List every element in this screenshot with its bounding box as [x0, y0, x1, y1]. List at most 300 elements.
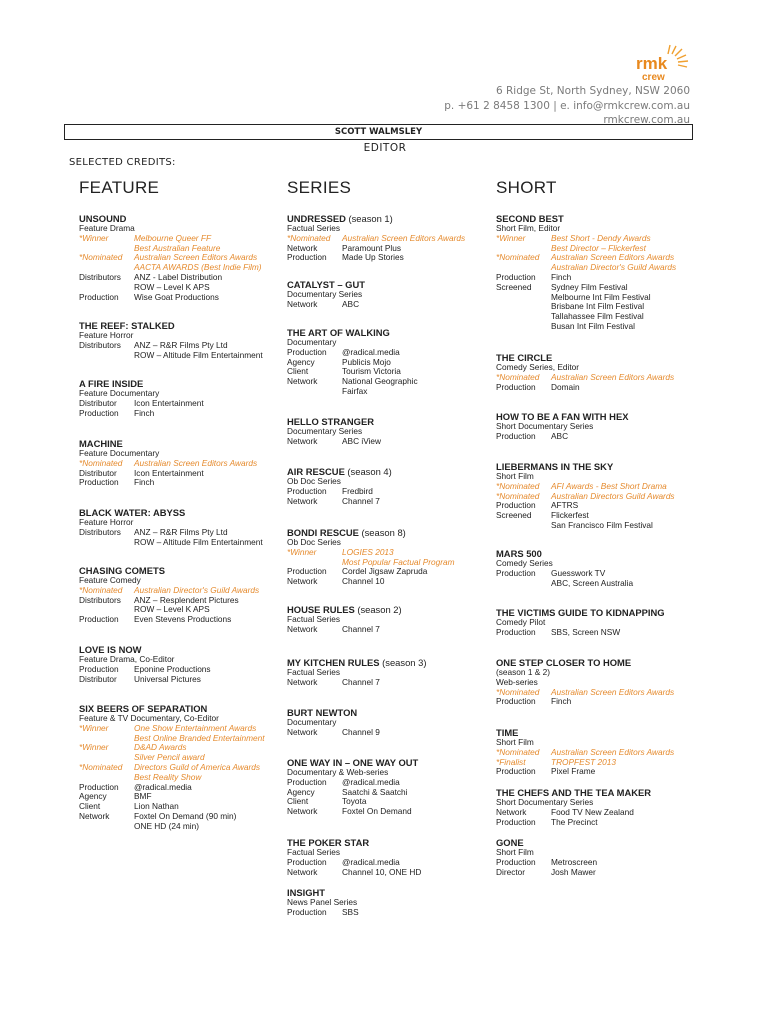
credit-title-text: CHASING COMETS	[79, 565, 165, 576]
credit-title-text: MY KITCHEN RULES	[287, 657, 380, 668]
credit-type: Feature Drama	[79, 223, 135, 233]
credit-detail-value: ROW – Altitude Film Entertainment	[134, 536, 263, 547]
credit-detail-label: Network	[287, 242, 318, 253]
credit-detail-label: *Nominated	[496, 252, 540, 263]
credit-detail-value: ABC, Screen Australia	[551, 577, 634, 588]
credit-detail-value: Foxtel On Demand (90 min)	[134, 810, 237, 821]
credit-type: Feature Drama, Co-Editor	[79, 654, 175, 664]
credit-detail-value: Tourism Victoria	[342, 366, 401, 377]
credit-type: Short Documentary Series	[496, 421, 594, 431]
credit-detail-row	[287, 625, 487, 635]
credit-detail-label: Agency	[287, 786, 315, 797]
credit-detail-value: Best Reality Show	[134, 771, 202, 782]
credit-detail-value: Australian Screen Editors Awards	[551, 686, 675, 697]
credit-detail-label: Client	[287, 366, 309, 377]
credit-detail-label: Production	[79, 663, 119, 674]
credit-detail-value: ONE HD (24 min)	[134, 820, 200, 831]
credit-detail-row	[79, 822, 279, 832]
credit-detail-value: Publicis Mojo	[342, 356, 391, 367]
credit-detail-row	[79, 675, 279, 685]
credit-detail-value: ABC iView	[342, 435, 382, 446]
credit-detail-value: Melbourne Int Film Festival	[551, 291, 651, 302]
credit-type: Feature Comedy	[79, 575, 141, 585]
credit-entry	[496, 837, 696, 877]
column-heading-short: SHORT	[496, 178, 557, 197]
credit-detail-label: Client	[287, 796, 309, 807]
credit-detail-label: Distributors	[79, 339, 121, 350]
credit-type: Documentary & Web-series	[287, 767, 389, 777]
credit-detail-row	[287, 908, 487, 918]
credit-detail-value: Australian Screen Editors Awards	[551, 371, 675, 382]
credit-detail-value: Australian Director's Guild Awards	[551, 262, 677, 273]
credit-season: (season 2)	[354, 604, 402, 615]
credit-type: Web-series	[496, 676, 538, 687]
credit-title-text: SECOND BEST	[496, 213, 564, 224]
credit-detail-row	[79, 409, 279, 419]
credit-type: Short Documentary Series	[496, 797, 594, 807]
credit-detail-label: Production	[287, 906, 327, 917]
credit-detail-row	[496, 858, 696, 868]
credit-detail-value: National Geographic	[342, 376, 418, 387]
credit-entry	[79, 644, 279, 684]
credit-title-text: THE CIRCLE	[496, 352, 553, 363]
credit-detail-value: Australian Directors Guild Awards	[551, 490, 675, 501]
credit-detail-label: *Nominated	[496, 686, 540, 697]
credit-detail-value: Made Up Stories	[342, 252, 404, 263]
credit-detail-value: Australian Screen Editors Awards	[551, 252, 675, 263]
credit-detail-label: *Winner	[287, 546, 317, 557]
credit-detail-label: *Nominated	[496, 746, 540, 757]
credit-detail-value: Directors Guild of America Awards	[134, 761, 261, 772]
credit-detail-label: *Finalist	[496, 756, 526, 767]
column-heading-feature: FEATURE	[79, 178, 160, 197]
credit-detail-value: Icon Entertainment	[134, 467, 204, 478]
credit-detail-label	[496, 322, 551, 332]
credit-detail-value: Paramount Plus	[342, 242, 402, 253]
credit-detail-row	[496, 322, 696, 332]
credit-detail-row	[496, 521, 696, 531]
credit-detail-label: Screened	[496, 510, 532, 521]
credit-season: (season 8)	[358, 527, 406, 538]
credit-detail-row	[79, 293, 279, 303]
credit-title-text: LIEBERMANS IN THE SKY	[496, 461, 614, 472]
credit-detail-value: Australian Screen Editors Awards	[134, 252, 258, 263]
credit-detail-label: Network	[287, 435, 318, 446]
credit-detail-label: Production	[287, 252, 327, 263]
credit-detail-row	[287, 678, 487, 688]
credit-detail-row	[287, 807, 487, 817]
credit-detail-label: Production	[287, 346, 327, 357]
credit-detail-value: Cordel Jigsaw Zapruda	[342, 566, 428, 577]
credit-detail-value: Channel 7	[342, 623, 380, 634]
credit-detail-label: Production	[496, 626, 536, 637]
credit-type: Documentary	[287, 717, 337, 727]
credit-entry	[79, 320, 279, 360]
credit-type: Comedy Pilot	[496, 617, 546, 627]
credit-title-text: CATALYST – GUT	[287, 279, 365, 290]
credit-detail-label: *Nominated	[79, 584, 123, 595]
credit-entry	[79, 438, 279, 488]
credit-title-text: BURT NEWTON	[287, 707, 358, 718]
sunburst-icon	[668, 45, 688, 67]
credit-detail-label	[79, 538, 134, 548]
credit-detail-row	[79, 615, 279, 625]
credit-detail-row	[79, 792, 279, 802]
credit-entry	[79, 565, 279, 625]
credit-entry	[287, 327, 487, 397]
credit-detail-value: Best Director – Flickerfest	[551, 242, 646, 253]
credit-entry	[79, 213, 279, 302]
credit-title-text: BONDI RESCUE	[287, 527, 359, 538]
credit-type: Short Film	[496, 847, 534, 857]
credit-entry	[287, 527, 487, 587]
credit-type: Feature Documentary	[79, 448, 160, 458]
credit-detail-value: BMF	[134, 791, 152, 802]
credit-detail-row	[287, 497, 487, 507]
credit-detail-value: Fairfax	[342, 385, 368, 396]
credit-detail-value: LOGIES 2013	[342, 546, 394, 557]
credit-detail-label: Production	[496, 567, 536, 578]
credit-detail-value: Channel 10	[342, 576, 385, 587]
credit-type: Documentary Series	[287, 289, 363, 299]
credit-type: Feature Horror	[79, 517, 134, 527]
credit-detail-value: Channel 9	[342, 726, 380, 737]
phone-email: p. +61 2 8458 1300 | e. info@rmkcrew.com.au	[444, 99, 690, 112]
credit-detail-value: Best Online Branded Entertainment	[134, 732, 265, 743]
credit-entry	[496, 411, 696, 442]
credit-detail-value: Brisbane Int Film Festival	[551, 301, 645, 312]
credit-detail-value: Most Popular Factual Program	[342, 556, 455, 567]
role-title: EDITOR	[363, 142, 407, 154]
credit-type: Feature & TV Documentary, Co-Editor	[79, 713, 219, 723]
credit-detail-value: ANZ – R&R Films Pty Ltd	[134, 339, 228, 350]
credit-detail-label: Production	[496, 696, 536, 707]
credit-detail-label: Production	[287, 776, 327, 787]
credit-detail-value: Wise Goat Productions	[134, 291, 219, 302]
credit-detail-row	[496, 383, 696, 393]
credit-type: Short Film	[496, 471, 534, 481]
credit-detail-value: ANZ – Resplendent Pictures	[134, 594, 239, 605]
credit-title-text: INSIGHT	[287, 887, 326, 898]
credit-entry	[287, 416, 487, 447]
credit-detail-value: Fredbird	[342, 485, 373, 496]
credit-title-text: MACHINE	[79, 438, 123, 449]
credit-detail-value: Guesswork TV	[551, 567, 606, 578]
credit-entry	[287, 707, 487, 738]
credit-entry	[79, 378, 279, 418]
credit-detail-value: ANZ – R&R Films Pty Ltd	[134, 526, 228, 537]
credit-detail-value: Lion Nathan	[134, 801, 179, 812]
credit-detail-value: Universal Pictures	[134, 673, 201, 684]
credit-detail-value: Metroscreen	[551, 856, 598, 867]
credit-detail-row	[287, 253, 487, 263]
credit-detail-value: The Precinct	[551, 816, 598, 827]
credit-detail-label	[496, 302, 551, 312]
credit-detail-label: Production	[287, 566, 327, 577]
credit-title-text: MARS 500	[496, 548, 542, 559]
credit-detail-value: Channel 7	[342, 676, 380, 687]
credit-detail-value: Australian Director's Guild Awards	[134, 584, 260, 595]
credit-detail-label: *Nominated	[79, 252, 123, 263]
credit-type: Documentary	[287, 337, 337, 347]
credit-detail-label: Network	[287, 676, 318, 687]
credit-title-text: ONE STEP CLOSER TO HOME	[496, 657, 632, 668]
selected-credits-label: SELECTED CREDITS:	[69, 157, 176, 168]
credit-title-text: UNDRESSED	[287, 213, 346, 224]
credit-detail-value: Eponine Productions	[134, 663, 211, 674]
credit-title-text: HOUSE RULES	[287, 604, 355, 615]
credit-detail-label: Agency	[287, 356, 315, 367]
credit-detail-label	[79, 351, 134, 361]
credit-detail-label: Network	[287, 495, 318, 506]
credit-season: (season 3)	[379, 657, 427, 668]
credit-detail-value: Finch	[134, 477, 155, 488]
address: 6 Ridge St, North Sydney, NSW 2060	[495, 85, 690, 97]
column-heading-series: SERIES	[287, 178, 352, 197]
credit-type: Factual Series	[287, 667, 341, 677]
credit-detail-label	[496, 293, 551, 303]
credit-detail-label: *Nominated	[496, 480, 540, 491]
credit-detail-label: *Winner	[496, 232, 526, 243]
credit-detail-value: AFI Awards - Best Short Drama	[551, 480, 667, 491]
credit-entry	[287, 604, 487, 635]
credit-detail-label: Distributors	[79, 271, 121, 282]
credit-entry	[287, 213, 487, 263]
credit-entry	[496, 352, 696, 392]
credit-detail-label	[287, 387, 342, 397]
credit-detail-value: ROW – Level K APS	[134, 281, 210, 292]
credit-detail-row	[287, 487, 487, 497]
credit-title-text: THE POKER STAR	[287, 837, 370, 848]
credit-type: Documentary Series	[287, 426, 363, 436]
credit-detail-label: *Nominated	[79, 761, 123, 772]
credit-detail-label: *Nominated	[496, 490, 540, 501]
credit-detail-row	[79, 478, 279, 488]
credit-detail-label	[496, 521, 551, 531]
credit-title-text: THE REEF: STALKED	[79, 320, 175, 331]
credit-detail-value: Toyota	[342, 796, 367, 807]
credit-detail-value: Finch	[551, 696, 572, 707]
credit-detail-label: Production	[79, 781, 119, 792]
credit-season: (season 1)	[345, 213, 393, 224]
credit-detail-row	[496, 818, 696, 828]
credit-detail-label: Network	[287, 623, 318, 634]
credit-detail-label: Production	[79, 477, 119, 488]
credit-detail-label: *Nominated	[79, 457, 123, 468]
credit-detail-label	[496, 312, 551, 322]
credit-title-text: LOVE IS NOW	[79, 644, 142, 655]
credit-entry	[496, 461, 696, 531]
credit-detail-value: D&AD Awards	[134, 742, 187, 753]
credit-detail-value: @radical.media	[134, 781, 192, 792]
credit-detail-value: Josh Mawer	[551, 866, 596, 877]
credit-detail-value: Australian Screen Editors Awards	[342, 232, 466, 243]
credit-detail-label: Production	[496, 856, 536, 867]
credit-type: Short Film	[496, 737, 534, 747]
credit-detail-label: Network	[79, 810, 110, 821]
credit-detail-label: Production	[496, 766, 536, 777]
credit-detail-value: Icon Entertainment	[134, 397, 204, 408]
credit-type: Ob Doc Series	[287, 537, 341, 547]
credit-detail-label	[79, 822, 134, 832]
credit-type: Comedy Series, Editor	[496, 362, 580, 372]
credit-detail-label: Network	[496, 806, 527, 817]
credit-detail-value: Food TV New Zealand	[551, 806, 634, 817]
credit-detail-label: Agency	[79, 791, 107, 802]
credit-detail-row	[79, 783, 279, 793]
credit-title-text: HELLO STRANGER	[287, 416, 374, 427]
credit-detail-row	[287, 788, 487, 798]
credit-title-text: ONE WAY IN – ONE WAY OUT	[287, 757, 419, 768]
credit-detail-value: Foxtel On Demand	[342, 806, 412, 817]
credit-detail-label: Network	[287, 298, 318, 309]
credit-detail-value: San Francisco Film Festival	[551, 519, 653, 530]
credit-detail-value: Best Short - Dendy Awards	[551, 232, 651, 243]
logo-text-bottom: crew	[642, 72, 665, 82]
credit-detail-value: AFTRS	[551, 500, 579, 511]
credit-detail-row	[496, 432, 696, 442]
credit-detail-value: Pixel Frame	[551, 766, 596, 777]
credit-detail-value: Saatchi & Saatchi	[342, 786, 408, 797]
credit-detail-label: Production	[79, 291, 119, 302]
credit-detail-value: Australian Screen Editors Awards	[134, 457, 258, 468]
credit-detail-value: Silver Pencil award	[134, 752, 205, 763]
credit-detail-label: Production	[287, 856, 327, 867]
credit-detail-value: ABC	[342, 298, 360, 309]
credit-detail-label: *Winner	[79, 232, 109, 243]
credit-entry	[496, 787, 696, 827]
credit-detail-value: Channel 7	[342, 495, 380, 506]
credit-detail-value: AACTA AWARDS (Best Indie Film)	[134, 262, 262, 273]
credit-entry	[496, 213, 696, 332]
credit-title-text: SIX BEERS OF SEPARATION	[79, 703, 208, 714]
credit-detail-value: @radical.media	[342, 346, 400, 357]
credit-detail-row	[287, 728, 487, 738]
credit-entry	[496, 727, 696, 777]
credit-entry	[287, 657, 487, 688]
credit-detail-label	[496, 579, 551, 589]
credit-detail-label: Network	[287, 726, 318, 737]
credit-detail-value: ROW – Altitude Film Entertainment	[134, 349, 263, 360]
credit-detail-row	[79, 351, 279, 361]
credit-entry	[287, 466, 487, 506]
credit-detail-label: Production	[496, 500, 536, 511]
credit-detail-label: Distributors	[79, 526, 121, 537]
credit-type: Short Film, Editor	[496, 223, 561, 233]
credit-detail-value: Australian Screen Editors Awards	[551, 746, 675, 757]
credit-title-text: THE VICTIMS GUIDE TO KIDNAPPING	[496, 607, 665, 618]
credit-detail-value: Sydney Film Festival	[551, 281, 628, 292]
credit-detail-label: Network	[287, 866, 318, 877]
credit-type: Ob Doc Series	[287, 476, 341, 486]
credit-detail-label: *Winner	[79, 722, 109, 733]
credit-detail-label: Network	[287, 806, 318, 817]
credit-title-text: TIME	[496, 727, 519, 738]
credit-detail-row	[496, 697, 696, 707]
credit-detail-value: Channel 10, ONE HD	[342, 866, 422, 877]
credit-detail-row	[287, 437, 487, 447]
credit-title-text: AIR RESCUE	[287, 466, 345, 477]
credit-detail-row	[496, 767, 696, 777]
credit-detail-label: Production	[79, 407, 119, 418]
credit-type: Feature Horror	[79, 330, 134, 340]
credit-title-text: THE ART OF WALKING	[287, 327, 390, 338]
website-link[interactable]: rmkcrew.com.au	[603, 114, 690, 126]
credit-detail-value: Flickerfest	[551, 510, 589, 521]
logo-text-top: rmk	[636, 54, 668, 73]
credit-detail-label: Screened	[496, 281, 532, 292]
credit-title-text: GONE	[496, 837, 524, 848]
credit-type: Factual Series	[287, 847, 341, 857]
rmk-crew-logo	[634, 42, 694, 82]
credit-entry	[79, 703, 279, 832]
credit-entry	[287, 279, 487, 310]
credit-detail-value: Melbourne Queer FF	[134, 232, 212, 243]
credit-detail-label: Distributor	[79, 673, 117, 684]
credit-detail-row	[496, 628, 696, 638]
credit-entry	[496, 657, 696, 707]
credit-detail-label: *Nominated	[496, 371, 540, 382]
credit-detail-label: Distributors	[79, 594, 121, 605]
credit-detail-label: Director	[496, 866, 526, 877]
credit-detail-value: Finch	[134, 407, 155, 418]
credit-detail-value: Best Australian Feature	[134, 242, 221, 253]
credit-detail-value: SBS	[342, 906, 359, 917]
contact-block	[444, 84, 690, 128]
credit-title-text: UNSOUND	[79, 213, 127, 224]
credit-entry	[287, 837, 487, 877]
credit-detail-value: @radical.media	[342, 776, 400, 787]
credit-type: Factual Series	[287, 223, 341, 233]
credit-detail-value: Busan Int Film Festival	[551, 320, 635, 331]
credit-detail-value: Finch	[551, 271, 572, 282]
credit-detail-label: *Winner	[79, 742, 109, 753]
credit-detail-row	[287, 377, 487, 387]
credit-detail-label: Production	[496, 271, 536, 282]
credit-detail-value: ANZ - Label Distribution	[134, 271, 223, 282]
credit-detail-label: *Nominated	[287, 232, 331, 243]
credit-detail-value: One Show Entertainment Awards	[134, 722, 257, 733]
credit-entry	[496, 548, 696, 588]
credit-title-text: THE CHEFS AND THE TEA MAKER	[496, 787, 652, 798]
credit-entry	[287, 887, 487, 918]
credit-entry	[287, 757, 487, 817]
credit-detail-value: ROW – Level K APS	[134, 604, 210, 615]
credit-detail-label: Production	[79, 614, 119, 625]
credit-detail-label: Client	[79, 801, 101, 812]
credit-type: Comedy Series	[496, 558, 553, 568]
credit-detail-value: TROPFEST 2013	[551, 756, 617, 767]
credit-detail-label: Production	[496, 430, 536, 441]
credit-detail-value: Tallahassee Film Festival	[551, 311, 644, 322]
credit-detail-label: Distributor	[79, 467, 117, 478]
credit-detail-label: Production	[496, 381, 536, 392]
credit-detail-label: Production	[287, 485, 327, 496]
credit-entry	[79, 507, 279, 547]
credit-entry	[496, 607, 696, 638]
credit-detail-row	[496, 868, 696, 878]
credit-title-text: HOW TO BE A FAN WITH HEX	[496, 411, 629, 422]
credit-title-text: A FIRE INSIDE	[79, 378, 144, 389]
credit-detail-row	[287, 300, 487, 310]
name-banner: SCOTT WALMSLEY	[64, 124, 693, 140]
credit-detail-label: Distributor	[79, 397, 117, 408]
credit-detail-row	[287, 577, 487, 587]
credit-season: (season 4)	[344, 466, 392, 477]
credit-detail-label: Network	[287, 376, 318, 387]
credit-detail-value: Domain	[551, 381, 580, 392]
credit-detail-row	[287, 868, 487, 878]
